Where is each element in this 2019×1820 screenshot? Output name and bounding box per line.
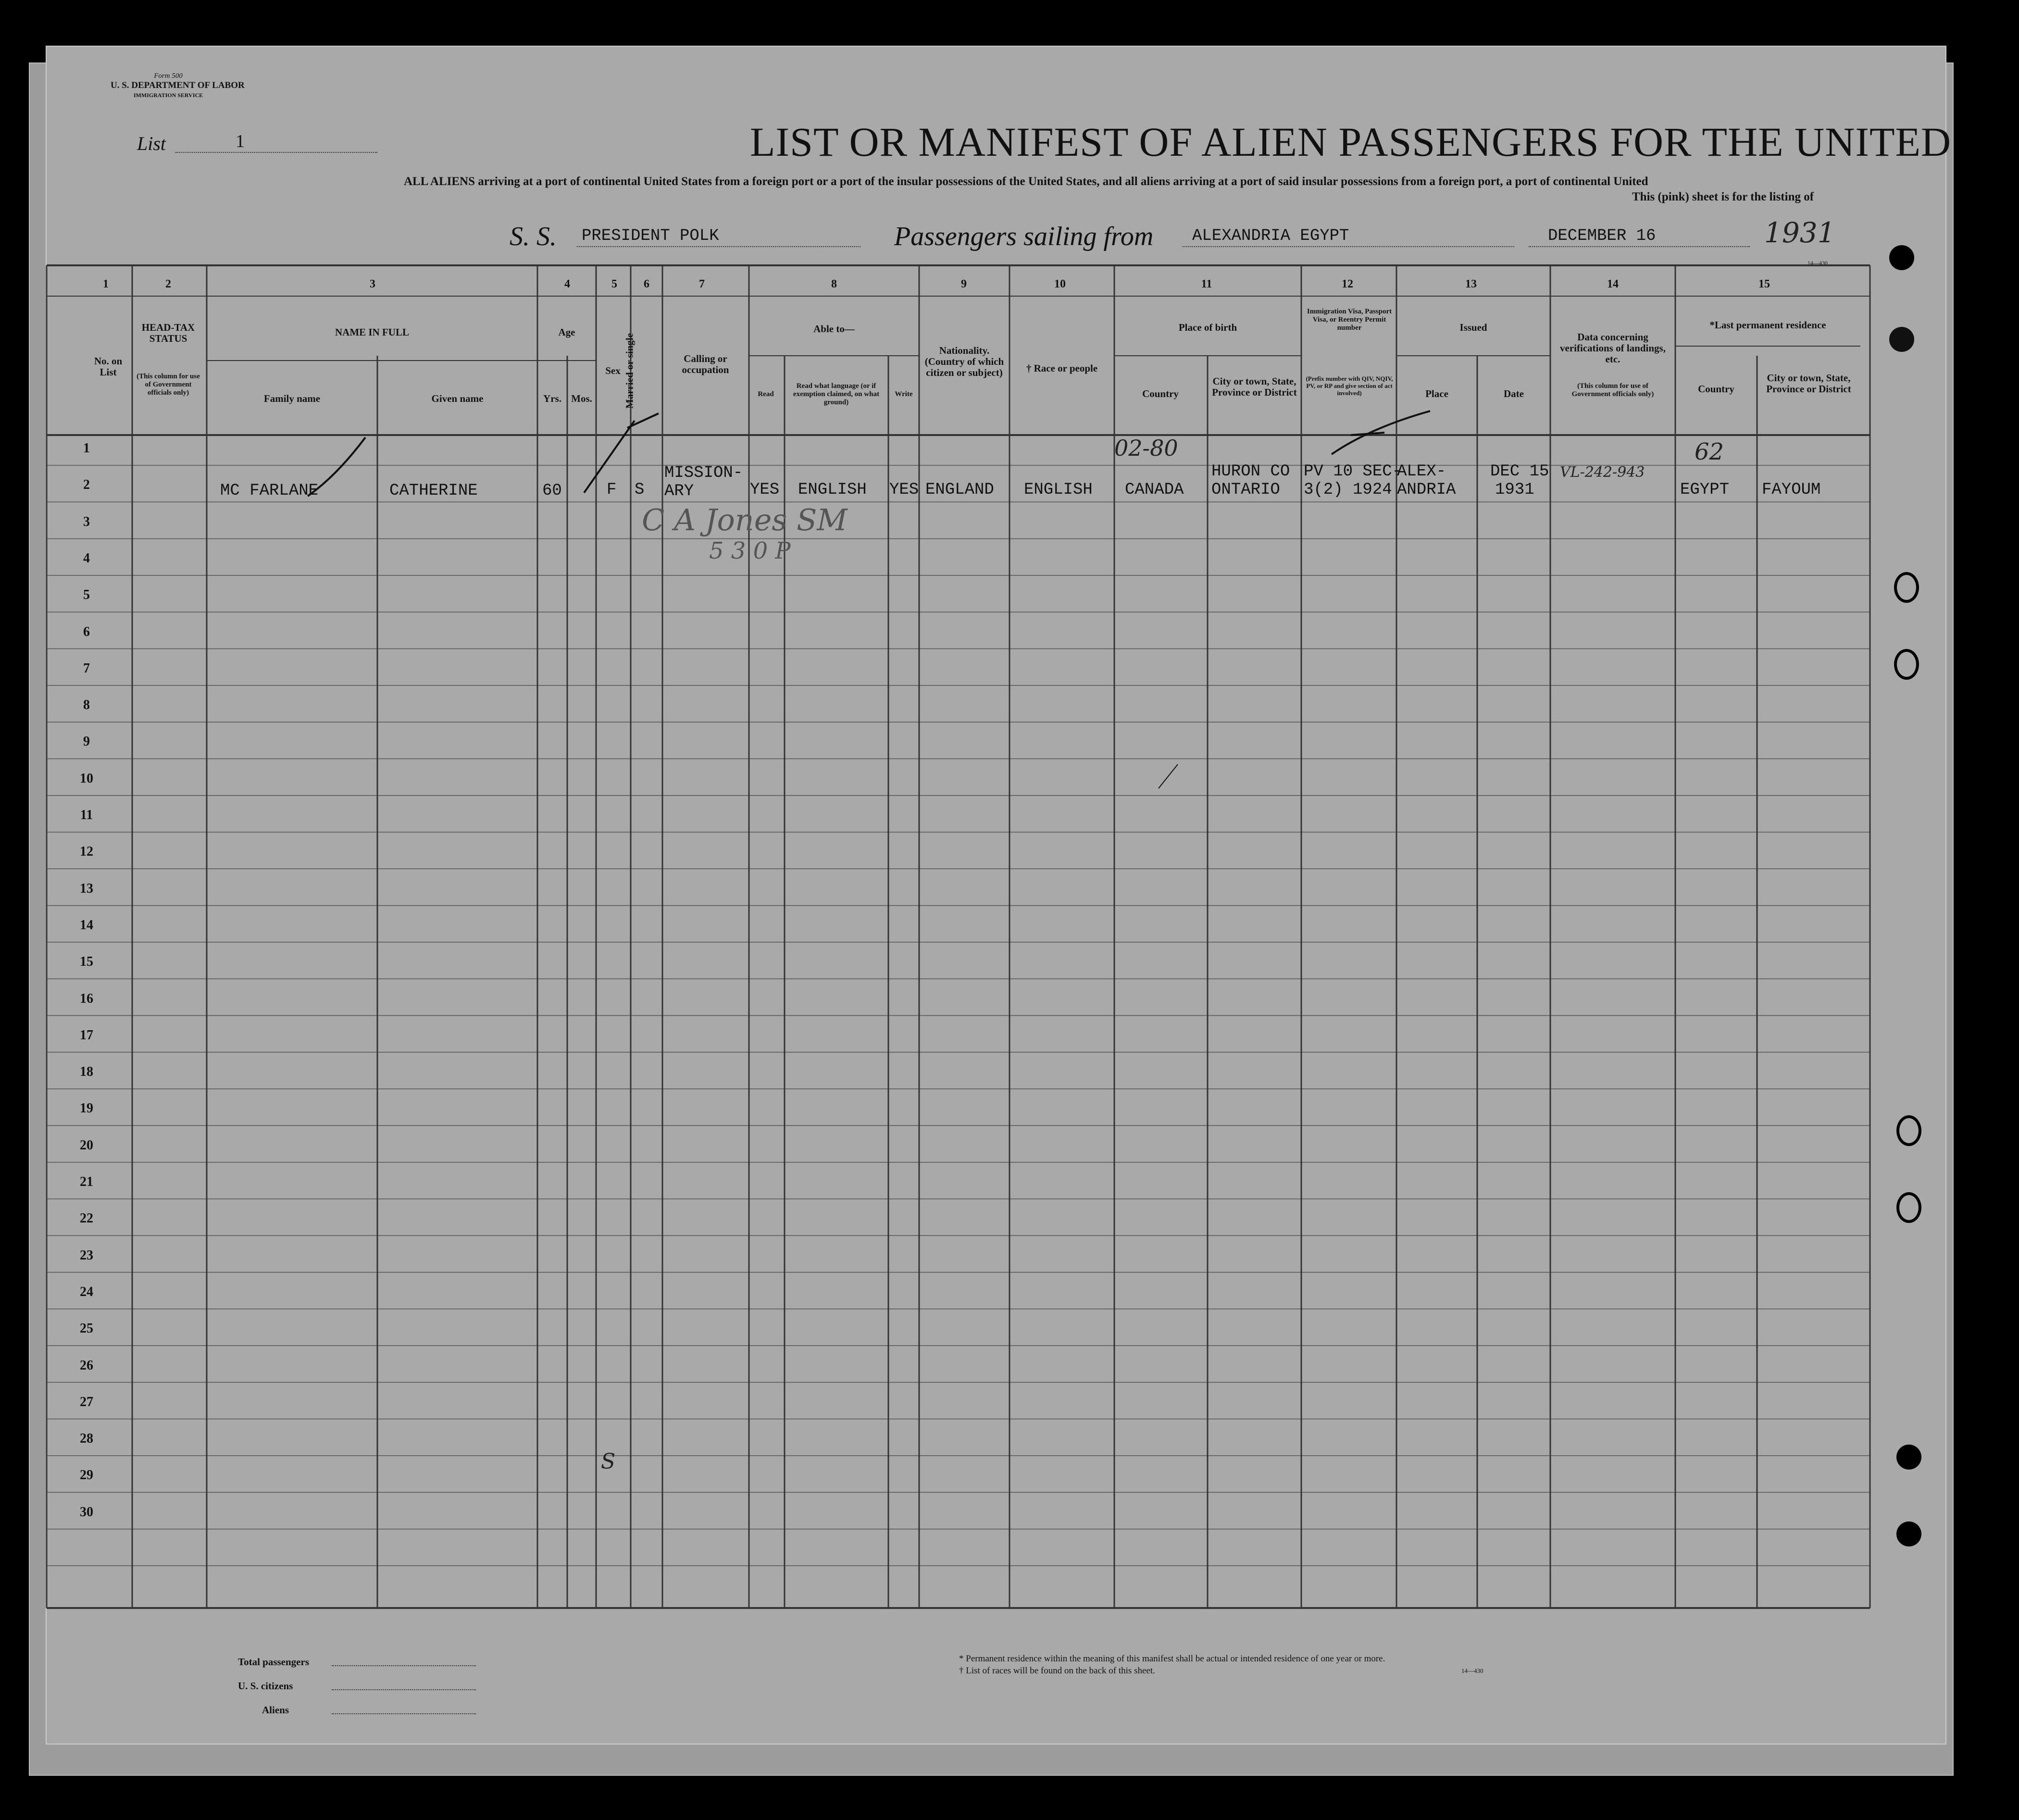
sex: F [607,481,617,499]
form-number: Form 500 [154,72,183,80]
row-number: 23 [80,1247,93,1263]
header-name-in-full: NAME IN FULL [335,326,409,338]
row-number: 27 [80,1394,93,1409]
col-num-5: 5 [611,278,617,290]
handwritten-birth-code: 02-80 [1114,435,1178,461]
birth-city-line-1: HURON CO [1211,462,1290,481]
row-number: 16 [80,991,93,1006]
manifest-title: LIST OR MANIFEST OF ALIEN PASSENGERS FOR THE UNITED [750,119,1952,165]
us-citizens-label: U. S. citizens [238,1680,293,1692]
row-number: 11 [80,808,93,823]
residence-country: EGYPT [1680,481,1730,499]
row-number: 26 [80,1358,93,1373]
punch-hole [1896,1192,1921,1223]
can-write: YES [889,481,919,499]
header-issued-date: Date [1504,388,1524,399]
header-no-on-list: No. on List [94,355,123,378]
row-number: 21 [80,1174,93,1189]
sailing-label: Passengers sailing from [894,222,1154,251]
manifest-subtitle-1: ALL ALIENS arriving at a port of continental United States from a foreign port or a port of the insular possessions of the United States, and all aliens arriving at a port of said insular possessions from a foreign port, a port of continental United [404,175,1648,188]
punch-hole [1889,245,1914,270]
col-num-2: 2 [165,278,171,290]
issued-date-line-1: DEC 15 [1490,462,1549,481]
row-number: 28 [80,1431,93,1446]
header-last-residence: *Last permanent residence [1709,319,1826,331]
sailing-date: DECEMBER 16 [1548,227,1656,245]
visa-line-1: PV 10 SEC- [1304,462,1402,481]
row-number: 29 [80,1468,93,1483]
header-visa-note: (Prefix number with QIV, NQIV, PV, or RP and give section of act involved) [1306,375,1393,397]
aliens-label: Aliens [262,1704,289,1716]
punch-hole [1896,1115,1921,1146]
punch-hole [1889,327,1914,352]
marital-status: S [635,481,645,499]
header-married: Married or single [623,333,636,409]
header-visa: Immigration Visa, Passport Visa, or Reentry Permit number [1307,308,1392,332]
row-number: 25 [80,1321,93,1336]
footnote-races: † List of races will be found on the back of this sheet. [959,1666,1155,1676]
birth-country: CANADA [1125,481,1184,499]
residence-city: FAYOUM [1762,481,1821,499]
header-head-tax-note: (This column for use of Government officials only) [137,373,200,397]
header-head-tax: HEAD-TAX STATUS [141,322,195,344]
header-read-language: Read what language (or if exemption claimed, on what ground) [793,382,880,406]
handwritten-signature: C A Jones SM [642,502,847,537]
col-num-11: 11 [1201,278,1212,290]
col-num-14: 14 [1607,278,1619,290]
row-number: 24 [80,1284,93,1299]
row-number: 20 [80,1137,93,1153]
handwritten-row-28-mark: S [601,1449,616,1474]
header-birth-city: City or town, State, Province or District [1212,375,1297,398]
language: ENGLISH [798,481,867,499]
row-number: 13 [80,881,93,896]
header-age: Age [558,326,575,338]
issued-date-line-2: 1931 [1495,481,1534,499]
age-years: 60 [542,482,562,500]
issued-place-line-2: ANDRIA [1397,481,1456,499]
row-number: 14 [80,917,93,933]
handwritten-residence-code: 62 [1695,438,1724,465]
occupation-line-2: ARY [664,482,694,500]
row-number: 18 [80,1064,93,1080]
header-nationality: Nationality. (Country of which citizen or subject) [924,345,1004,378]
punch-hole [1896,1445,1921,1470]
header-place-of-birth: Place of birth [1178,322,1237,333]
service-name: IMMIGRATION SERVICE [133,92,203,99]
col-num-13: 13 [1465,278,1477,290]
list-label: List [137,133,166,154]
row-number: 3 [83,514,90,529]
header-data-landings: Data concerning verifications of landings, etc. [1560,331,1666,365]
row-number: 1 [83,441,90,456]
col-num-1: 1 [103,278,109,290]
header-res-country: Country [1698,383,1734,395]
header-calling: Calling or occupation [682,353,729,375]
birth-city-line-2: ONTARIO [1211,481,1280,499]
col-num-4: 4 [564,278,570,290]
row-number: 9 [83,734,90,749]
us-citizens-line [332,1689,476,1690]
race: ENGLISH [1024,481,1093,499]
row-number: 15 [80,954,93,970]
row-number: 2 [83,477,90,493]
departure-port: ALEXANDRIA EGYPT [1192,227,1349,245]
header-race: † Race or people [1026,362,1098,374]
header-read: Read [758,390,774,398]
row-number: 17 [80,1027,93,1043]
footnote-residence: * Permanent residence within the meaning of this manifest shall be actual or intended residence of one year or more. [959,1654,1385,1664]
row-number: 7 [83,661,90,676]
col-num-8: 8 [831,278,837,290]
punch-hole [1896,1521,1921,1546]
header-age-mos: Mos. [571,393,592,404]
header-able-to: Able to— [813,323,855,335]
given-name: CATHERINE [389,482,478,500]
family-name: MC FARLANE [220,482,319,500]
row-number: 12 [80,844,93,860]
row-number: 5 [83,587,90,603]
header-given-name: Given name [431,393,484,404]
col-num-6: 6 [644,278,649,290]
list-number: 1 [236,131,245,151]
department-name: U. S. DEPARTMENT OF LABOR [111,80,245,90]
header-data-note: (This column for use of Government officials only) [1571,382,1654,398]
header-issued: Issued [1459,322,1487,333]
handwritten-signature-number: 5 3 0 P [709,537,791,564]
row-number: 4 [83,550,90,566]
row-number: 8 [83,698,90,713]
issued-place-line-1: ALEX- [1397,462,1446,481]
can-read: YES [750,481,780,499]
sailing-year: 1931 [1764,216,1835,249]
footer-form-code: 14—430 [1461,1667,1483,1674]
total-passengers-label: Total passengers [238,1656,309,1668]
header-family-name: Family name [263,393,321,404]
nationality: ENGLAND [925,481,994,499]
handwritten-landing-code: VL-242-943 [1560,464,1645,481]
punch-hole [1894,572,1919,603]
col-num-3: 3 [370,278,375,290]
header-age-yrs: Yrs. [543,393,561,404]
col-num-7: 7 [699,278,705,290]
header-res-city: City or town, State, Province or District [1766,372,1851,395]
header-write: Write [895,390,913,398]
header-issued-place: Place [1425,388,1448,399]
manifest-subtitle-2: This (pink) sheet is for the listing of [1632,190,1814,203]
row-number: 30 [80,1504,93,1520]
total-passengers-line [332,1665,476,1666]
occupation-line-1: MISSION- [664,464,743,482]
col-num-15: 15 [1758,278,1770,290]
visa-line-2: 3(2) 1924 [1304,481,1392,499]
row-number: 19 [80,1101,93,1116]
header-sex: Sex [605,365,621,376]
header-birth-country: Country [1142,388,1179,399]
col-num-12: 12 [1342,278,1353,290]
aliens-line [332,1713,476,1714]
col-num-9: 9 [961,278,967,290]
ship-name: PRESIDENT POLK [582,227,719,245]
punch-hole [1894,649,1919,680]
form-code: 14—430 [1807,260,1828,266]
col-num-10: 10 [1054,278,1066,290]
row-number: 6 [83,624,90,639]
row-number: 10 [80,771,93,786]
row-number: 22 [80,1211,93,1226]
ss-label: S. S. [510,222,557,251]
